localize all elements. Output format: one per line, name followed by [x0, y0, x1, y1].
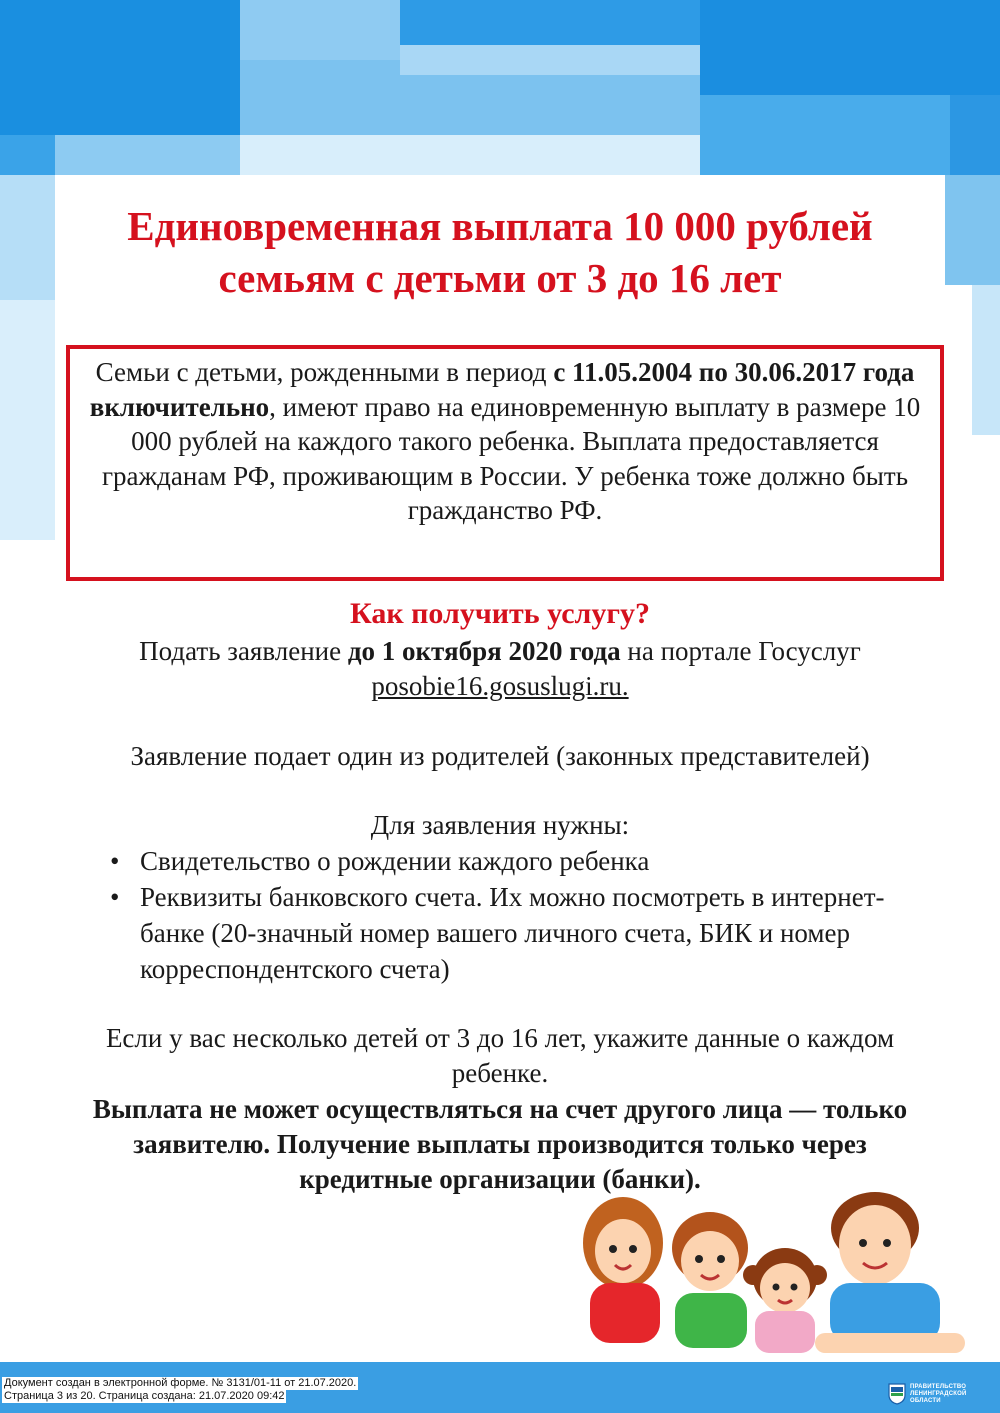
payment-warning: Выплата не может осуществляться на счет другого лица — только заявителю. Получение выплаты производится только через кредитные организации (банки).	[92, 1094, 908, 1194]
coat-of-arms-icon	[888, 1383, 906, 1405]
docs-heading: Для заявления нужны:	[370, 810, 630, 840]
eligibility-text-2: , имеют право на единовременную выплату в размере 10 000 рублей на каждого такого ребенка. Выплата предоставляется гражданам РФ, проживающим в России. У ребенка тоже должно быть гражданство РФ.	[101, 391, 921, 525]
list-item	[100, 843, 920, 879]
logo-line-3: ОБЛАСТИ	[910, 1398, 941, 1404]
portal-link[interactable]: posobie16.gosuslugi.ru.	[371, 671, 629, 701]
who-applies: Заявление подает один из родителей (законных представителей)	[130, 741, 870, 771]
footer-stamp	[2, 1377, 522, 1403]
footer-line-2: Страница 3 из 20. Страница создана: 21.07.2020 09:42	[4, 1390, 285, 1402]
eligibility-box	[66, 345, 944, 581]
bullet-icon: •	[110, 846, 120, 876]
docs-list	[100, 843, 920, 987]
page-title	[40, 200, 960, 304]
list-item	[100, 879, 920, 987]
title-line-2: семьям с детьми от 3 до 16 лет	[218, 255, 782, 301]
eligibility-period: с 11.05.2004 по 30.06.2017 года включительно	[89, 357, 915, 422]
apply-text-post: на портале Госуслуг	[620, 636, 861, 666]
family-illustration	[575, 1183, 965, 1363]
title-line-1: Единовременная выплата 10 000 рублей	[127, 203, 873, 249]
how-to-heading: Как получить услугу?	[349, 597, 650, 630]
bullet-icon: •	[110, 882, 120, 912]
footer-line-1: Документ создан в электронной форме. № 3131/01-11 от 21.07.2020.	[4, 1377, 357, 1389]
logo-line-2: ЛЕНИНГРАДСКОЙ	[910, 1391, 967, 1397]
docs-item-2: Реквизиты банковского счета. Их можно посмотреть в интернет-банке (20-значный номер вашего личного счета, БИК и номер корреспондентского счета)	[140, 882, 885, 984]
docs-item-1: Свидетельство о рождении каждого ребенка	[140, 846, 650, 876]
multiple-children-note: Если у вас несколько детей от 3 до 16 лет, укажите данные о каждом ребенке.	[105, 1023, 895, 1088]
apply-paragraph	[0, 634, 1000, 704]
logo-line-1: ПРАВИТЕЛЬСТВО	[910, 1384, 967, 1390]
apply-deadline: до 1 октября 2020 года	[347, 636, 621, 666]
eligibility-text-1: Семьи с детьми, рожденными в период	[95, 357, 554, 387]
government-logo	[888, 1383, 988, 1409]
apply-text-pre: Подать заявление	[139, 636, 348, 666]
